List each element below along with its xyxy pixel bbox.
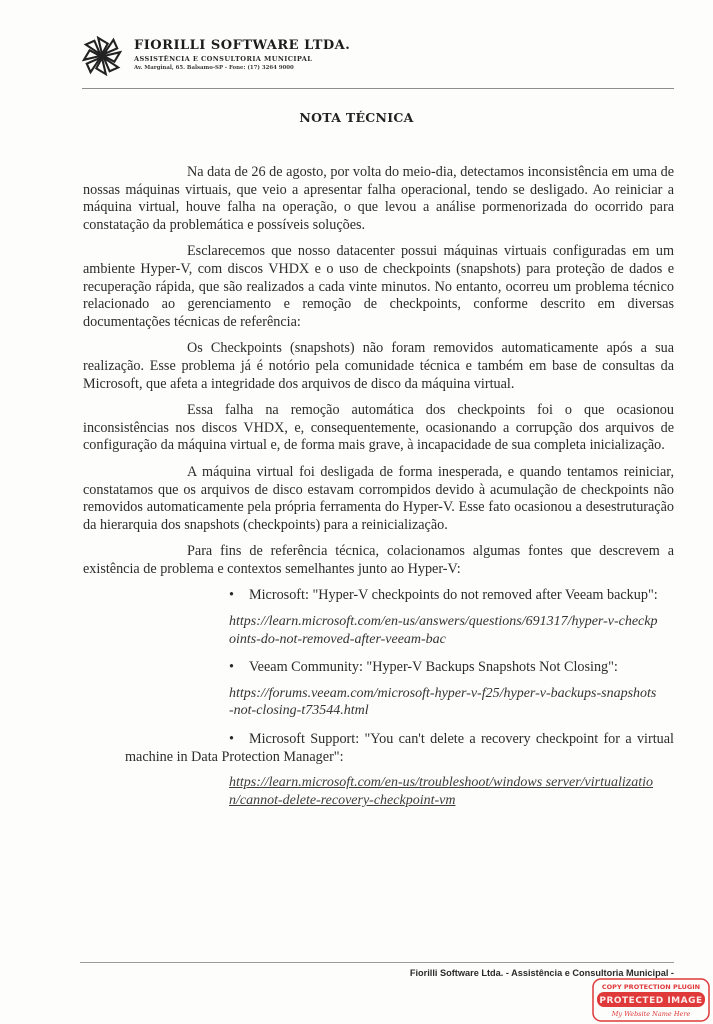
company-subtitle: ASSISTÊNCIA E CONSULTORIA MUNICIPAL — [134, 55, 313, 63]
document-title: NOTA TÉCNICA — [299, 110, 414, 125]
company-address: Av. Marginal, 65. Balsamo-SP - Fone: (17) 3264 9000 — [134, 65, 294, 71]
reference-link[interactable]: https://learn.microsoft.com/en-us/troubleshoot/windows server/virtualization/cannot-delete-recovery-checkpoint-vm — [229, 775, 654, 808]
paragraph: Essa falha na remoção automática dos checkpoints foi o que ocasionou inconsistências nos discos VHDX, e, consequentemente, ocasionando a corrupção dos arquivos de configuração da máquina virtual e, de forma mais grave, à incapacidade de sua completa inicialização. — [83, 402, 674, 454]
protected-image-watermark-icon — [592, 978, 710, 1022]
page-footer: Fiorilli Software Ltda. - Assistência e Consultoria Municipal - — [409, 968, 674, 978]
document-body — [83, 164, 674, 954]
reference-text: Veeam Community: "Hyper-V Backups Snapshots Not Closing": — [249, 659, 618, 676]
company-name: FIORILLI SOFTWARE LTDA. — [134, 38, 351, 53]
watermark-bottom-text: My Website Name Here — [611, 1010, 691, 1018]
reference-item — [83, 587, 674, 605]
reference-item — [83, 731, 674, 766]
reference-text: Microsoft: "Hyper-V checkpoints do not removed after Veeam backup": — [249, 587, 658, 604]
paragraph: Para fins de referência técnica, colacionamos algumas fontes que descrevem a existência de problema e contextos semelhantes junto ao Hyper-V: — [83, 543, 674, 577]
reference-link[interactable]: https://learn.microsoft.com/en-us/answers/questions/691317/hyper-v-checkpoints-do-not-removed-after-veeam-bac — [229, 614, 658, 647]
pinwheel-logo-icon — [82, 36, 122, 76]
paragraph: Esclarecemos que nosso datacenter possui máquinas virtuais configuradas em um ambiente Hyper-V, com discos VHDX e o uso de checkpoints (snapshots) para proteção de dados e recuperação rápida, que são realizados a cada vinte minutos. No entanto, ocorreu um problema técnico relacionado ao gerenciamento e remoção de checkpoints, conforme descrito em diversas documentações técnicas de referência: — [83, 243, 674, 330]
company-block — [134, 38, 474, 73]
bullet-icon: • — [229, 659, 234, 676]
letterhead — [82, 34, 482, 80]
reference-text: Microsoft Support: "You can't delete a recovery checkpoint for a virtual machine in Data Protection Manager": — [125, 731, 674, 765]
bullet-icon: • — [229, 731, 234, 748]
header-divider — [82, 88, 674, 89]
footer-divider — [80, 962, 674, 963]
bullet-icon: • — [229, 587, 234, 604]
reference-item — [83, 659, 674, 677]
paragraph: Na data de 26 de agosto, por volta do meio-dia, detectamos inconsistência em uma de nossas máquinas virtuais, que veio a apresentar falha operacional, tendo se desligado. Ao reiniciar a máquina virtual, houve falha na operação, o que levou a análise pormenorizada do ocorrido para constatação da problemática e possíveis soluções. — [83, 164, 674, 233]
paragraph: A máquina virtual foi desligada de forma inesperada, e quando tentamos reiniciar, constatamos que os arquivos de disco estavam corrompidos devido à acumulação de checkpoints não removidos automaticamente pela própria ferramenta do Hyper-V. Esse fato ocasionou a desestruturação da hierarquia dos snapshots (checkpoints) para a reinicialização. — [83, 463, 674, 533]
reference-link[interactable]: https://forums.veeam.com/microsoft-hyper-v-f25/hyper-v-backups-snapshots-not-closing-t73544.html — [229, 685, 657, 719]
watermark-top-text: COPY PROTECTION PLUGIN — [601, 983, 701, 991]
watermark-center-text: PROTECTED IMAGE — [599, 996, 703, 1006]
paragraph: Os Checkpoints (snapshots) não foram removidos automaticamente após a sua realização. Esse problema já é notório pela comunidade técnica e também em base de consultas da Microsoft, que afeta a integridade dos arquivos de disco da máquina virtual. — [83, 340, 674, 392]
